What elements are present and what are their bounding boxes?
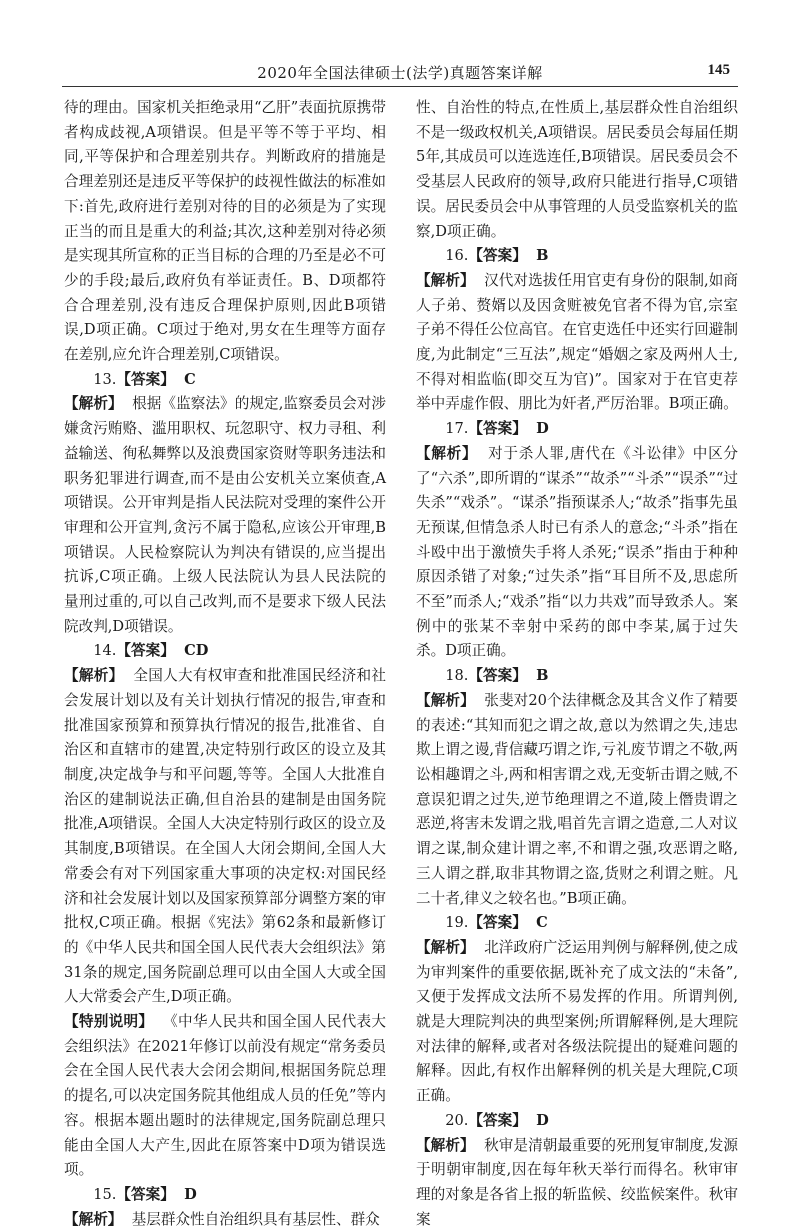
answer-line-19 xyxy=(416,911,738,936)
analysis-16 xyxy=(416,269,738,417)
question-number: 19. xyxy=(445,914,469,932)
analysis-tag: 【解析】 xyxy=(64,667,124,685)
question-number: 14. xyxy=(93,642,117,660)
analysis-text: 全国人大有权审查和批准国民经济和社会发展计划以及有关计划执行情况的报告,审查和批准国家预算和预算执行情况的报告,批准省、自治区和直辖市的建置,决定特别行政区的设立及其制度,决定战争与和平问题,等等。全国人大批准自治区的建制说法正确,但自治县的建制是由国务院批准,A项错误。全国人大决定特别行政区的设立及其制度,B项错误。在全国人大闭会期间,全国人大常委会有对下列国家重大事项的决定权:对国民经济和社会发展计划以及国家预算部分调整方案的审批权,C项正确。根据《宪法》第62条和最新修订的《中华人民共和国全国人民代表大会组织法》第31条的规定,国务院副总理可以由全国人大或全国人大常委会产生,D项正确。 xyxy=(64,667,386,1006)
analysis-tag: 【解析】 xyxy=(416,444,478,462)
answer-tag: 【答案】 xyxy=(468,420,527,438)
continued-paragraph: 性、自治性的特点,在性质上,基层群众性自治组织不是一级政权机关,A项错误。居民委员会每届任期5年,其成员可以连选连任,B项错误。居民委员会不受基层人民政府的领导,政府只能进行指导,C项错误。居民委员会中从事管理的人员受监察机关的监察,D项正确。 xyxy=(416,99,738,240)
right-column xyxy=(416,96,738,1232)
question-number: 13. xyxy=(93,370,117,388)
answer-tag: 【答案】 xyxy=(468,247,527,265)
answer-line-15 xyxy=(64,1183,386,1208)
answer-line-13 xyxy=(64,368,386,393)
analysis-text: 根据《监察法》的规定,监察委员会对涉嫌贪污贿赂、滥用职权、玩忽职守、权力寻租、利益输送、徇私舞弊以及浪费国家资财等职务违法和职务犯罪进行调查,而不是由公安机关立案侦查,A项错误。公开审判是指人民法院对受理的案件公开审理和公开宣判,贪污不属于隐私,应该公开审理,B项错误。人民检察院认为判决有错误的,应当提出抗诉,C项正确。上级人民法院认为县人民法院的量刑过重的,可以自己改判,而不是要求下级人民法院改判,D项错误。 xyxy=(64,395,386,635)
question-number: 20. xyxy=(445,1111,469,1129)
special-note-14 xyxy=(64,1010,386,1183)
analysis-text: 秋审是清朝最重要的死刑复审制度,发源于明朝审制度,因在每年秋天举行而得名。秋审审理的对象是各省上报的斩监候、绞监候案件。秋审案 xyxy=(416,1136,738,1228)
header-rule xyxy=(62,86,738,87)
question-number: 15. xyxy=(93,1185,117,1203)
analysis-text: 张斐对20个法律概念及其含义作了精要的表述:“其知而犯之谓之故,意以为然谓之失,违忠欺上谓之谩,背信藏巧谓之诈,亏礼废节谓之不敬,两讼相趣谓之斗,两和相害谓之戏,无变斩击谓之贼,不意误犯谓之过失,逆节绝理谓之不道,陵上僭贵谓之恶逆,将害未发谓之戕,唱首先言谓之造意,二人对议谓之谋,制众建计谓之率,不和谓之强,攻恶谓之略,三人谓之群,取非其物谓之盗,货财之利谓之赃。凡二十者,律义之较名也。”B项正确。 xyxy=(416,691,738,907)
analysis-19 xyxy=(416,936,738,1109)
question-number: 18. xyxy=(445,667,469,685)
analysis-text: 北洋政府广泛运用判例与解释例,使之成为审判案件的重要依据,既补充了成文法的“未备”,又便于发挥成文法所不易发挥的作用。所谓判例,就是大理院判决的典型案例;所谓解释例,是大理院对法律的解释,或者对各级法院提出的疑难问题的解释。因此,有权作出解释例的机关是大理院,C项正确。 xyxy=(416,938,738,1105)
answer-value: D xyxy=(536,420,549,438)
answer-tag: 【答案】 xyxy=(116,1185,175,1203)
analysis-text: 汉代对选拔任用官吏有身份的限制,如商人子弟、赘婿以及因贪赃被免官者不得为官,宗室子弟不得任公位高官。在官吏选任中还实行回避制度,为此制定“三互法”,规定“婚姻之家及两州人士,不得对相监临(即交互为官)”。国家对于在官吏荐举中弄虚作假、朋比为奸者,严厉治罪。B项正确。 xyxy=(416,271,738,413)
page-number: 145 xyxy=(707,62,730,78)
answer-line-17 xyxy=(416,417,738,442)
answer-line-16 xyxy=(416,244,738,269)
continued-paragraph: 待的理由。国家机关拒绝录用“乙肝”表面抗原携带者构成歧视,A项错误。但是平等不等于平均、相同,平等保护和合理差别共存。判断政府的措施是合理差别还是违反平等保护的歧视性做法的标准如下:首先,政府进行差别对待的目的必须是为了实现正当的而且是重大的利益;其次,这种差别对待必须是实现其所宣称的正当目标的合理的乃至是必不可少的手段;最后,政府负有举证责任。B、D项都符合合理差别,没有违反合理保护原则,因此B项错误,D项正确。C项过于绝对,男女在生理等方面存在差别,应允许合理差别,C项错误。 xyxy=(64,99,386,364)
special-note-tag: 【特别说明】 xyxy=(64,1013,154,1031)
answer-value: CD xyxy=(184,642,209,660)
analysis-20 xyxy=(416,1134,738,1232)
analysis-14 xyxy=(64,664,386,1010)
analysis-18 xyxy=(416,689,738,911)
analysis-tag: 【解析】 xyxy=(416,691,475,709)
analysis-tag: 【解析】 xyxy=(416,938,475,956)
question-number: 17. xyxy=(445,420,469,438)
answer-value: D xyxy=(184,1185,197,1203)
answer-line-18 xyxy=(416,664,738,689)
page-header xyxy=(62,62,738,84)
answer-tag: 【答案】 xyxy=(468,914,527,932)
answer-line-14 xyxy=(64,639,386,664)
answer-value: B xyxy=(536,247,549,265)
special-note-text: 《中华人民共和国全国人民代表大会组织法》在2021年修订以前没有规定“常务委员会在全国人民代表大会闭会期间,根据国务院总理的提名,可以决定国务院其他组成人员的任免”等内容。根据本题出题时的法律规定,国务院副总理只能由全国人大产生,因此在原答案中D项为错误选项。 xyxy=(64,1013,386,1179)
analysis-13 xyxy=(64,392,386,639)
answer-tag: 【答案】 xyxy=(468,667,527,685)
analysis-tag: 【解析】 xyxy=(64,1210,123,1228)
answer-value: D xyxy=(536,1111,549,1129)
left-column xyxy=(64,96,386,1232)
question-number: 16. xyxy=(445,247,469,265)
answer-value: C xyxy=(184,370,196,388)
analysis-17 xyxy=(416,442,738,664)
answer-line-20 xyxy=(416,1109,738,1134)
analysis-tag: 【解析】 xyxy=(416,271,475,289)
running-title: 2020年全国法律硕士(法学)真题答案详解 xyxy=(257,64,543,82)
answer-tag: 【答案】 xyxy=(468,1111,527,1129)
analysis-tag: 【解析】 xyxy=(64,395,123,413)
analysis-tag: 【解析】 xyxy=(416,1136,475,1154)
analysis-text: 基层群众性自治组织具有基层性、群众 xyxy=(131,1210,380,1228)
answer-tag: 【答案】 xyxy=(116,642,175,660)
analysis-15 xyxy=(64,1208,386,1232)
analysis-text: 对于杀人罪,唐代在《斗讼律》中区分了“六杀”,即所谓的“谋杀”“故杀”“斗杀”“误杀”“过失杀”“戏杀”。“谋杀”指预谋杀人;“故杀”指事先虽无预谋,但情急杀人时已有杀人的意念;“斗杀”指在斗殴中出于激愤失手将人杀死;“误杀”指由于种种原因杀错了对象;“过失杀”指“耳目所不及,思虑所不至”而杀人;“戏杀”指“以力共戏”而导致杀人。案例中的张某不幸射中采药的郎中李某,属于过失杀。D项正确。 xyxy=(416,444,738,660)
answer-tag: 【答案】 xyxy=(116,370,175,388)
answer-value: C xyxy=(536,914,548,932)
answer-value: B xyxy=(536,667,549,685)
